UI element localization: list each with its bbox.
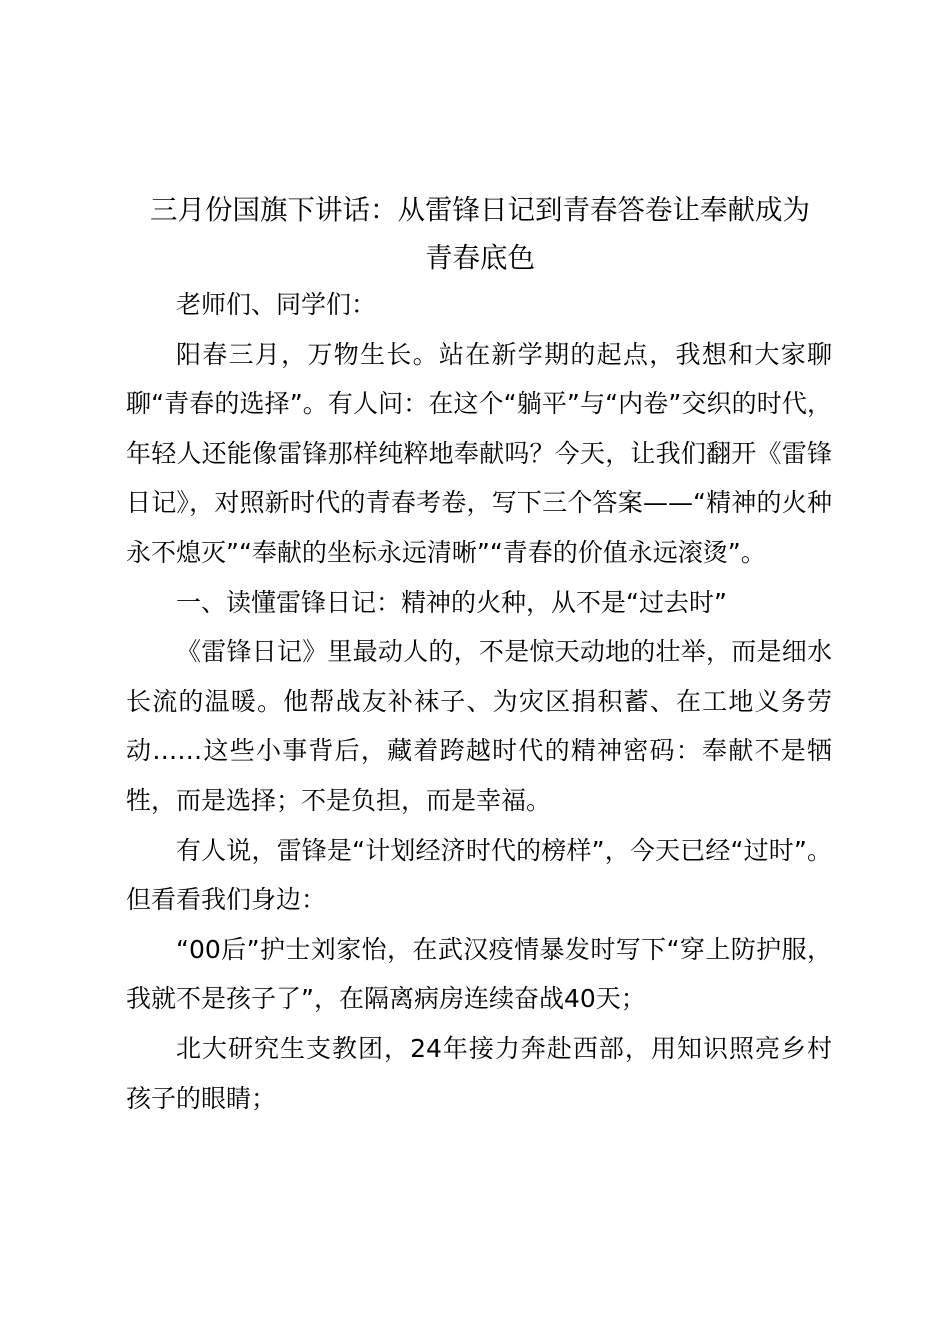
document-body <box>126 280 832 1123</box>
salutation: 老师们、同学们： <box>176 290 377 319</box>
section-heading-1: 一、读懂雷锋日记：精神的火种，从不是“过去时” <box>176 587 727 617</box>
title-line-1: 三月份国旗下讲话：从雷锋日记到青春答卷让奉献成为 <box>150 194 810 226</box>
paragraph-outdated: 有人说，雷锋是“计划经济时代的榜样”，今天已经“过时”。但看看我们身边： <box>126 835 832 915</box>
paragraph-intro: 阳春三月，万物生长。站在新学期的起点，我想和大家聊聊“青春的选择”。有人问：在这个“躺平”与“内卷”交织的时代，年轻人还能像雷锋那样纯粹地奉献吗？今天，让我们翻开《雷锋日记》，对照新时代的青春考卷，写下三个答案——“精神的火种永不熄灭”“奉献的坐标永远清晰”“青春的价值永远滚烫”。 <box>126 339 832 567</box>
document-title <box>120 186 840 282</box>
paragraph-volunteer: 北大研究生支教团，24年接力奔赴西部，用知识照亮乡村孩子的眼睛； <box>126 1033 832 1113</box>
paragraph-nurse: “00后”护士刘家怡，在武汉疫情暴发时写下“穿上防护服，我就不是孩子了”，在隔离病房连续奋战40天； <box>126 934 832 1014</box>
paragraph-diary: 《雷锋日记》里最动人的，不是惊天动地的壮举，而是细水长流的温暖。他帮战友补袜子、为灾区捐积蓄、在工地义务劳动……这些小事背后，藏着跨越时代的精神密码：奉献不是牺牲，而是选择；不是负担，而是幸福。 <box>126 637 832 815</box>
title-line-2: 青春底色 <box>425 242 535 274</box>
